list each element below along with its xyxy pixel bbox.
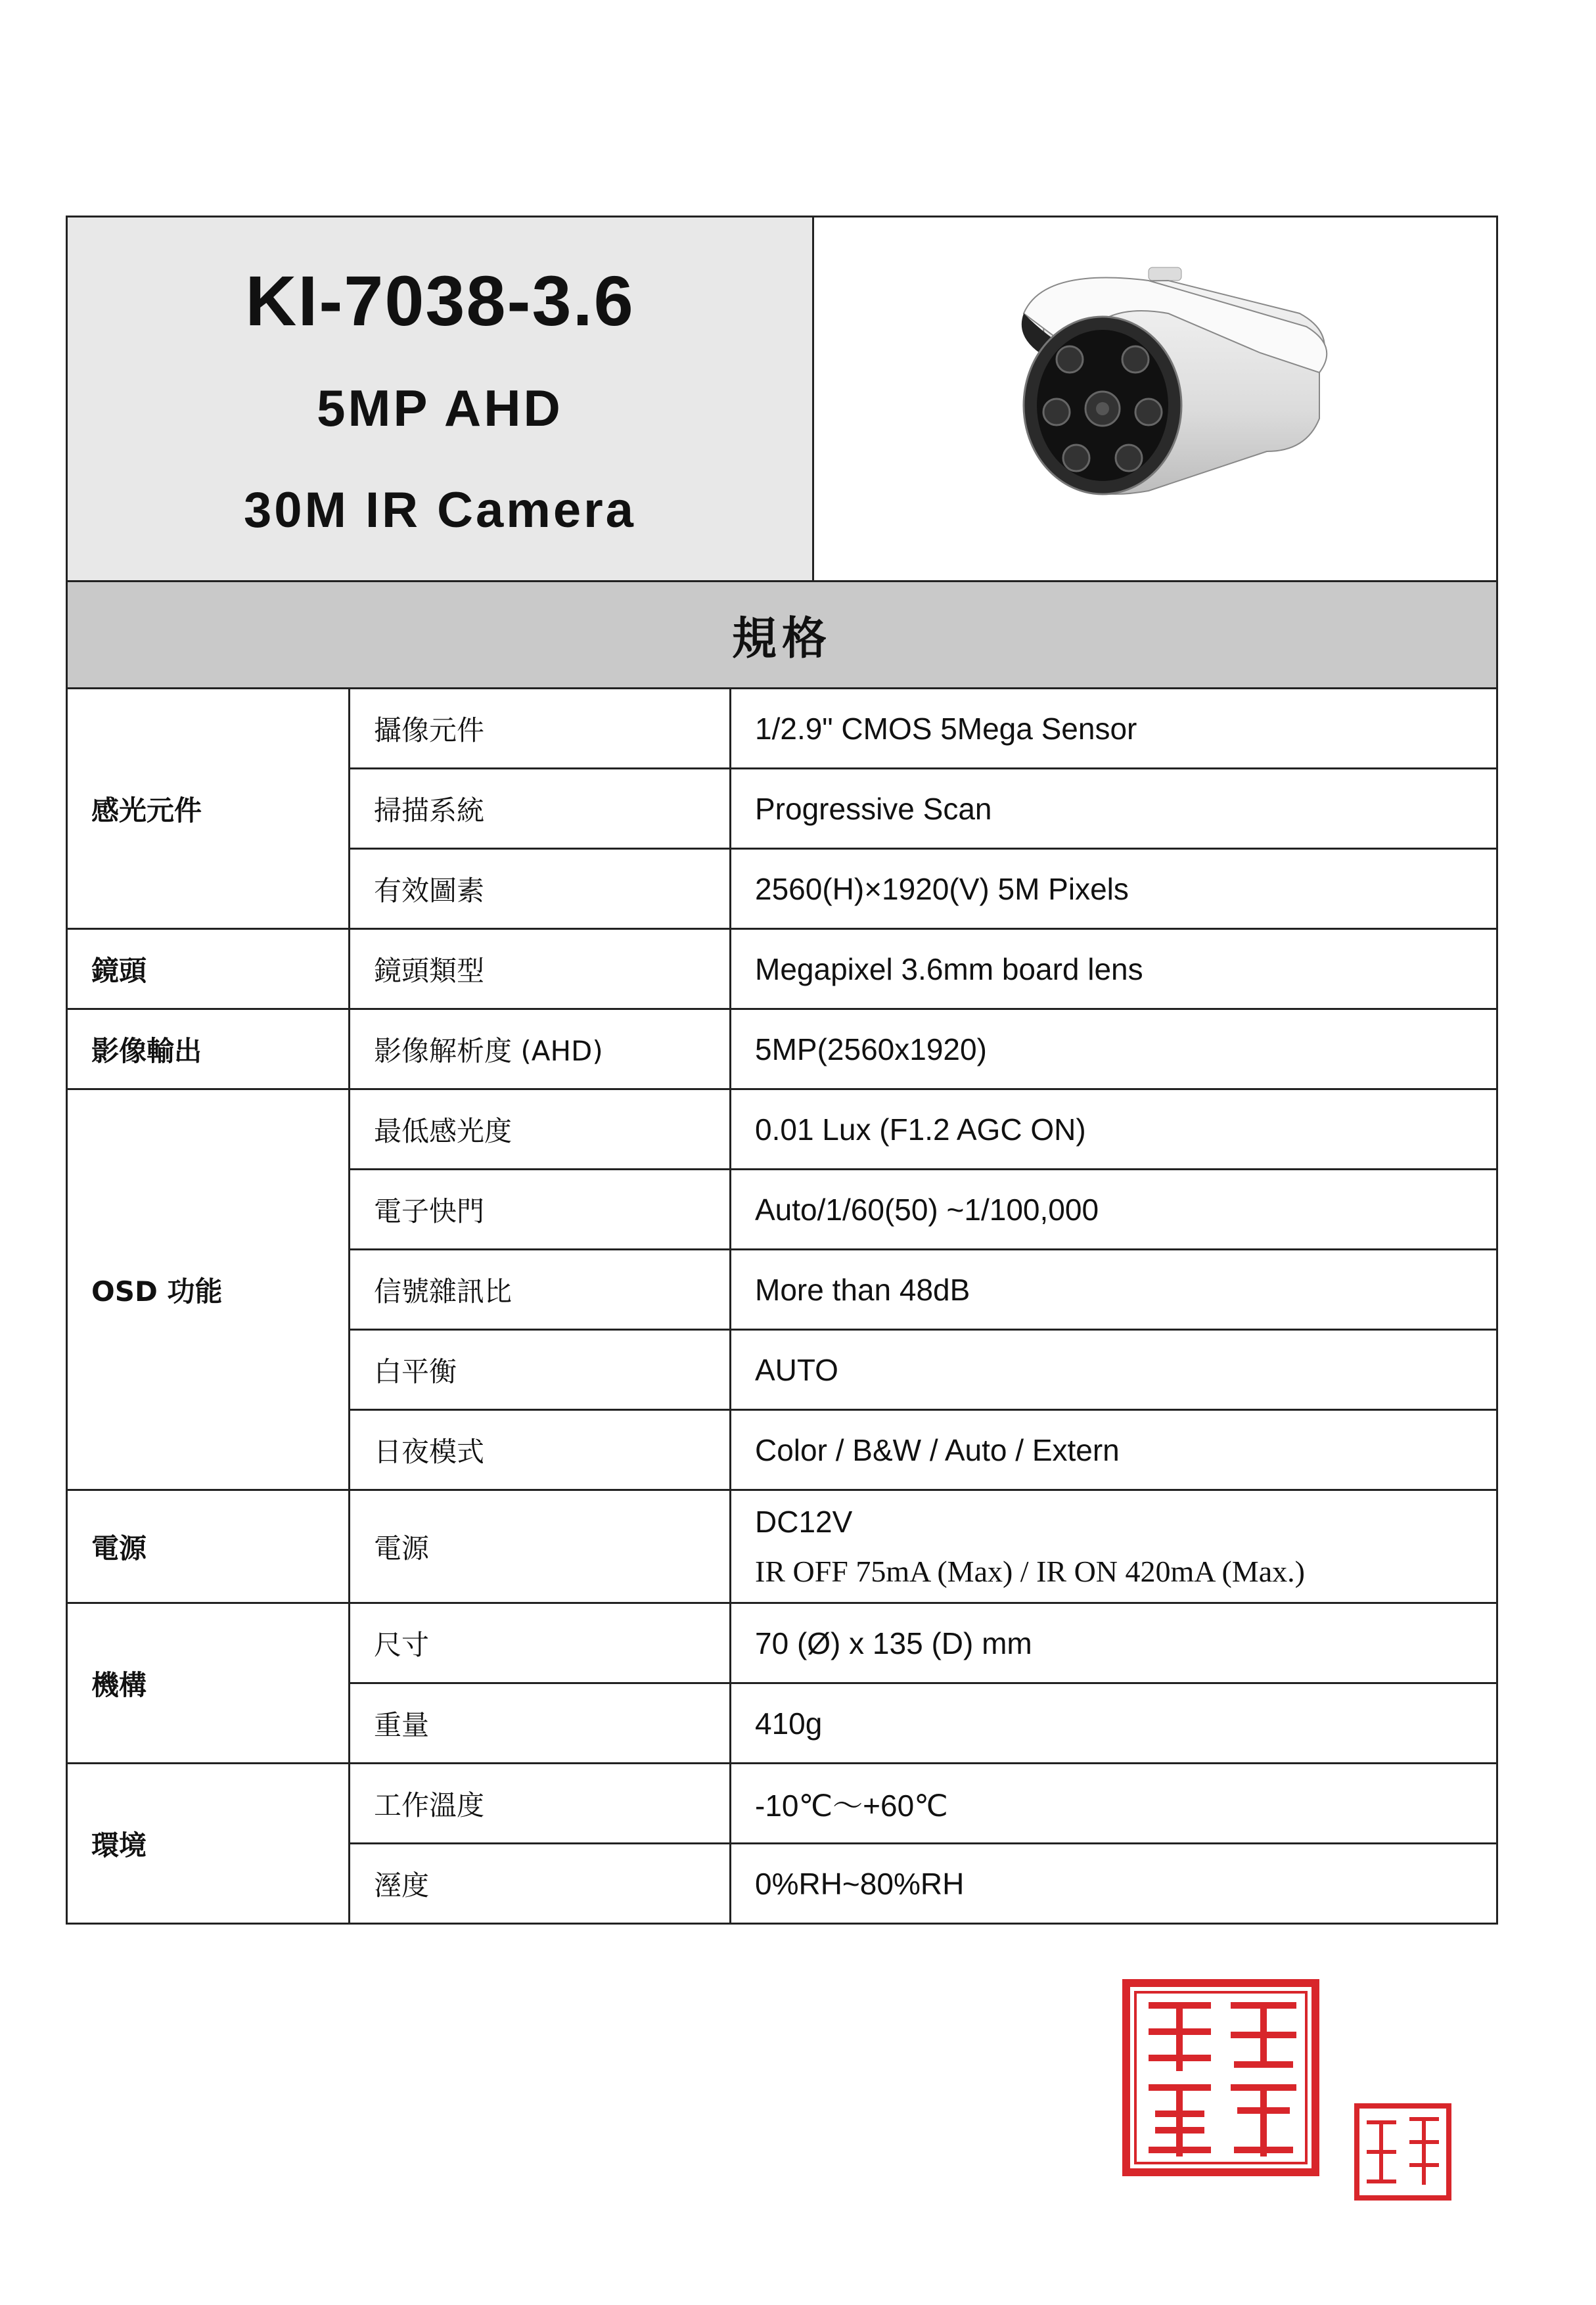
category-power: 電源 [67,1490,350,1603]
spec-heading-bar [66,580,1498,687]
item-label: 攝像元件 [350,689,731,769]
power-current: IR OFF 75mA (Max) / IR ON 420mA (Max.) [755,1555,1305,1588]
item-value: 0.01 Lux (F1.2 AGC ON) [731,1089,1497,1170]
item-label: 工作溫度 [350,1764,731,1844]
item-label: 溼度 [350,1844,731,1924]
item-value: More than 48dB [731,1250,1497,1330]
item-label: 重量 [350,1683,731,1764]
spec-heading: 規格 [731,612,832,665]
item-value: Auto/1/60(50) ~1/100,000 [731,1170,1497,1250]
item-value: Progressive Scan [731,769,1497,849]
item-value: 1/2.9" CMOS 5Mega Sensor [731,689,1497,769]
item-value: 70 (Ø) x 135 (D) mm [731,1603,1497,1683]
category-environment: 環境 [67,1764,350,1924]
item-label: 電源 [350,1490,731,1603]
item-value: 0%RH~80%RH [731,1844,1497,1924]
table-row [67,689,1497,769]
company-seal [1122,1979,1319,2176]
item-label: 影像解析度 (AHD) [350,1009,731,1089]
model-number: KI-7038-3.6 [245,260,635,340]
spec-table [66,687,1498,1925]
item-value: 5MP(2560x1920) [731,1009,1497,1089]
table-row [67,1603,1497,1683]
item-label: 日夜模式 [350,1410,731,1490]
table-row [67,1089,1497,1170]
item-value: AUTO [731,1330,1497,1410]
product-subtitle-2: 30M IR Camera [244,482,636,538]
product-photo [814,217,1496,580]
table-row [67,1009,1497,1089]
table-row [67,1490,1497,1603]
item-label: 電子快門 [350,1170,731,1250]
item-value: Color / B&W / Auto / Extern [731,1410,1497,1490]
personal-seal [1354,2103,1452,2201]
category-sensor: 感光元件 [67,689,350,929]
spec-sheet [66,216,1498,1925]
header [66,216,1498,580]
category-mechanical: 機構 [67,1603,350,1764]
category-osd: OSD 功能 [67,1089,350,1490]
title-box [68,217,814,580]
item-value: 2560(H)×1920(V) 5M Pixels [731,849,1497,929]
item-label: 白平衡 [350,1330,731,1410]
table-row [67,1764,1497,1844]
item-label: 信號雜訊比 [350,1250,731,1330]
item-label: 有效圖素 [350,849,731,929]
category-lens: 鏡頭 [67,929,350,1009]
bullet-camera-image [951,254,1359,543]
item-label: 最低感光度 [350,1089,731,1170]
item-label: 鏡頭類型 [350,929,731,1009]
category-video-output: 影像輸出 [67,1009,350,1089]
item-value [731,1490,1497,1603]
item-value: -10℃～+60℃ [731,1764,1497,1844]
item-value: 410g [731,1683,1497,1764]
product-subtitle: 5MP AHD [317,378,563,437]
table-row [67,929,1497,1009]
item-label: 尺寸 [350,1603,731,1683]
item-label: 掃描系統 [350,769,731,849]
power-voltage: DC12V [755,1505,853,1539]
item-value: Megapixel 3.6mm board lens [731,929,1497,1009]
